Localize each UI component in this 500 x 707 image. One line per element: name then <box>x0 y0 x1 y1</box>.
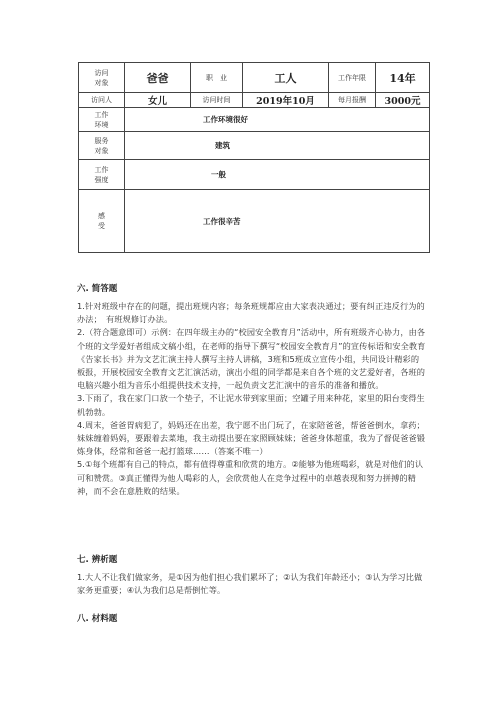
section-7-title: 七. 辨析题 <box>77 555 118 565</box>
section-8-title: 八. 材料题 <box>77 614 118 624</box>
label-visit-target: 访问 对象 <box>79 63 125 93</box>
value-work-environment: 工作环境很好 <box>125 108 430 132</box>
table-row <box>79 132 430 160</box>
table-row <box>79 190 430 253</box>
label-visit-time: 访问时间 <box>191 93 243 108</box>
answer-item: 1.大人不让我们做家务，是①因为他们担心我们累坏了；②认为我们年龄还小；③认为学习比做家务更重要；④认为我们总是帮倒忙等。 <box>77 572 423 596</box>
label-feelings: 感 受 <box>79 190 125 253</box>
label-work-years: 工作年限 <box>329 63 376 93</box>
value-work-intensity: 一般 <box>125 160 430 190</box>
value-monthly-pay: 3000元 <box>376 93 430 108</box>
answer-item: 2.（符合题意即可）示例：在四年级主办的“校园安全教育月”活动中，所有班级齐心协力，由各个班的文学爱好者组成文稿小组，在老师的指导下撰写“校园安全教育月”的宣传标语和安全教育《告家长书》并为文艺汇演主持人撰写主持人讲稿，3班和5班成立宣传小组，共同设计精彩的板报，开展校园安全教育文艺汇演活动，演出小组的同学都是来自各个班的文艺爱好者，各班的电脑兴趣小组为音乐小组提供技术支持，一起负责文艺汇演中的音乐的准备和播放。 <box>77 327 426 391</box>
label-visitor: 访问人 <box>79 93 125 108</box>
table-row <box>79 93 430 108</box>
answer-item: 3.下雨了，我在家门口放一个垫子，不让泥水带到家里面；空罐子用来种花，家里的阳台变得生机勃勃。 <box>77 393 425 417</box>
label-occupation: 职 业 <box>191 63 243 93</box>
value-visitor: 女儿 <box>125 93 191 108</box>
value-visit-time: 2019年10月 <box>243 93 329 108</box>
table-row <box>79 63 430 93</box>
table-row <box>79 160 430 190</box>
answer-item: 4.周末，爸爸胃病犯了，妈妈还在出差，我宁愿不出门玩了，在家陪爸爸，帮爸爸倒水，拿药；妹妹缠着妈妈，要跟着去菜地，我主动提出要在家照顾妹妹；爸爸身体超重，我为了督促爸爸锻炼身体，经常和爸爸一起打篮球……（答案不唯一） <box>77 419 426 457</box>
value-feelings: 工作很辛苦 <box>125 190 430 253</box>
section-6-title: 六. 简答题 <box>77 284 118 294</box>
value-visit-target: 爸爸 <box>125 63 191 93</box>
value-service-target: 建筑 <box>125 132 430 160</box>
label-work-environment: 工作 环境 <box>79 108 125 132</box>
answer-item: 1.针对班级中存在的问题，提出班规内容；每条班规都应由大家表决通过；要有纠正违反行为的办法； 有班规修订办法。 <box>77 301 425 325</box>
section-7-answers <box>77 571 427 597</box>
answer-item: 5.①每个班都有自己的特点，都有值得尊重和欣赏的地方。②能够为他班喝彩，就是对他们的认可和赞赏。③真正懂得为他人喝彩的人，会欣赏他人在竞争过程中的卓越表现和努力拼搏的精神，而不会在意胜败的结果。 <box>77 459 424 496</box>
value-work-years: 14年 <box>376 63 430 93</box>
section-6-answers <box>77 300 427 498</box>
label-work-intensity: 工作 强度 <box>79 160 125 190</box>
label-service-target: 服务 对象 <box>79 132 125 160</box>
label-monthly-pay: 每月报酬 <box>329 93 376 108</box>
table-row <box>79 108 430 132</box>
visit-info-table <box>78 62 430 253</box>
value-occupation: 工人 <box>243 63 329 93</box>
